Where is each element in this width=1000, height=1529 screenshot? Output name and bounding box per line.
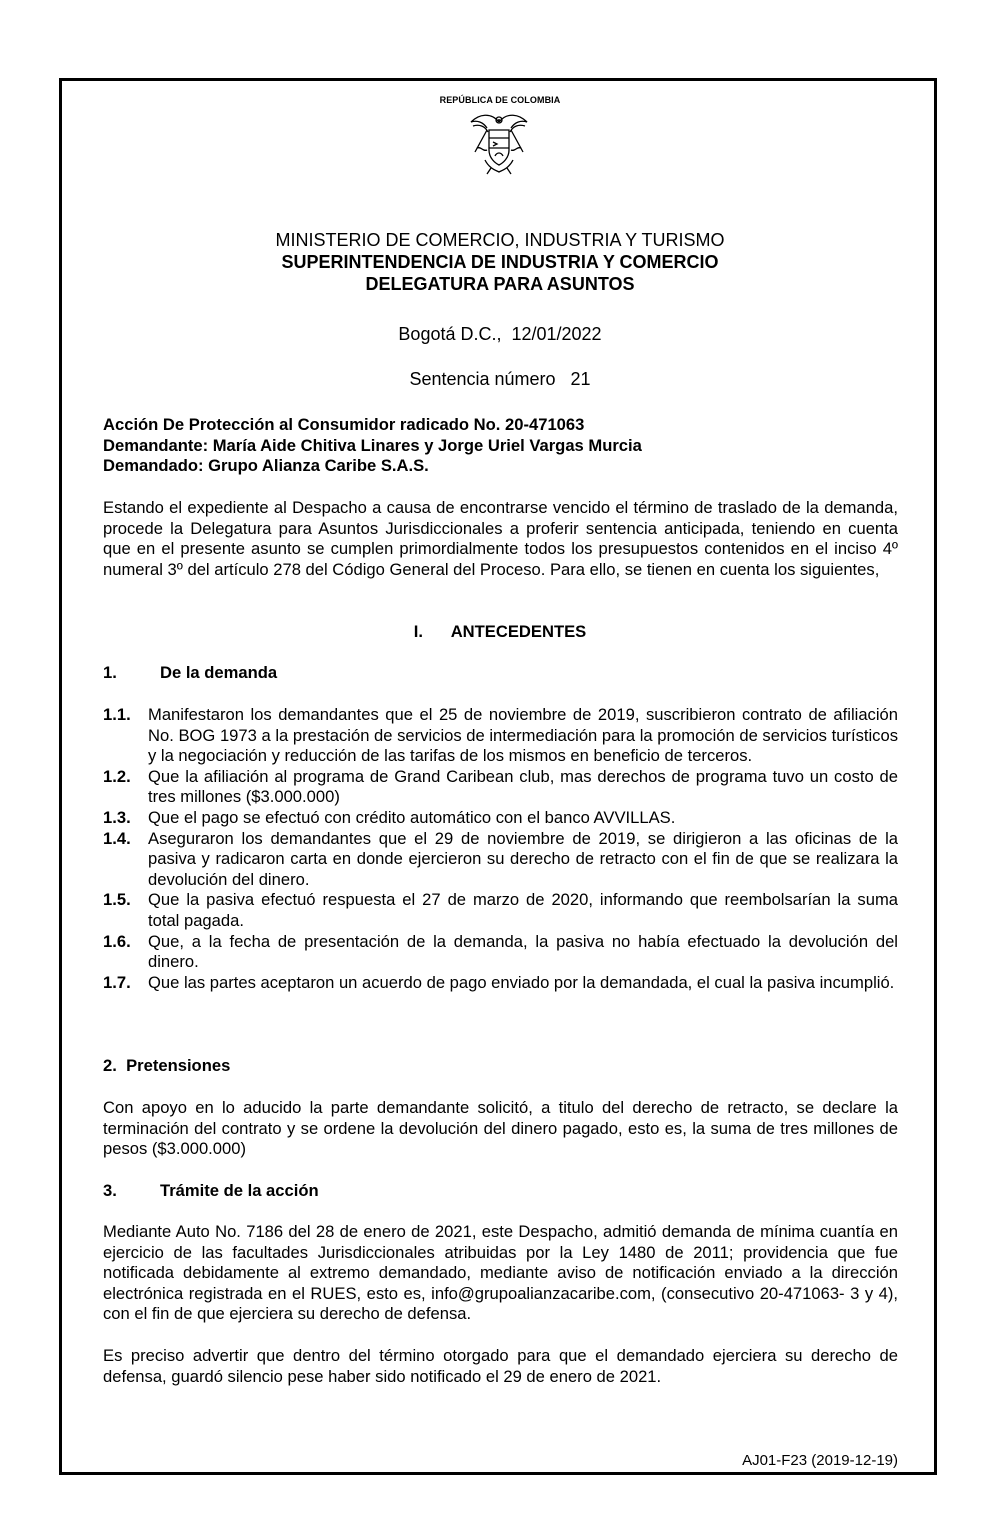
- subsection-demanda: [103, 663, 277, 683]
- item-number: 1.3.: [103, 807, 131, 827]
- item-number: 1.2.: [103, 766, 131, 786]
- subsection-label: Trámite de la acción: [160, 1181, 319, 1200]
- republic-label: REPÚBLICA DE COLOMBIA: [439, 95, 561, 105]
- section-label: ANTECEDENTES: [450, 622, 587, 641]
- item-text: Que la afiliación al programa de Grand Caribean club, mas derechos de programa tuvo un costo de tres millones ($3.000.000): [148, 766, 898, 807]
- item-number: 1.6.: [103, 931, 131, 951]
- item-number: 1.1.: [103, 705, 131, 724]
- item-number: 1.4.: [103, 828, 131, 848]
- list-item: [103, 932, 898, 973]
- tramite-paragraph: Mediante Auto No. 7186 del 28 de enero de 2021, este Despacho, admitió demanda de mínima cuantía en ejercicio de las facultades Jurisdiccionales atribuidas por la Ley 1480 de 2011; providencia que fue notificada debidamente al extremo demandado, mediante aviso de notificación enviado a la dirección electrónica registrada en el RUES, esto es, info@grupoalianzacaribe.com, (consecutivo 20-471063- 3 y 4), con el fin de que ejerciera su derecho de defensa.: [103, 1222, 898, 1324]
- subsection-tramite: [103, 1181, 319, 1201]
- delegation-title: DELEGATURA PARA ASUNTOS: [365, 274, 635, 294]
- item-text: Aseguraron los demandantes que el 29 de noviembre de 2019, se dirigieron a las oficinas de la pasiva y radicaron carta en donde ejercieron su derecho de retracto con el fin de que se realizara la devolución del dinero.: [148, 828, 898, 889]
- subsection-number: 3.: [103, 1181, 117, 1200]
- place-date: Bogotá D.C., 12/01/2022: [398, 324, 602, 344]
- facts-list: [103, 705, 898, 993]
- coat-of-arms-icon: [465, 108, 533, 178]
- ministry-title: MINISTERIO DE COMERCIO, INDUSTRIA Y TURISMO: [275, 230, 725, 250]
- form-code: AJ01-F23 (2019-12-19): [742, 1452, 898, 1469]
- case-defendant: Demandado: Grupo Alianza Caribe S.A.S.: [103, 456, 429, 476]
- section-number: I.: [413, 622, 424, 641]
- subsection-label: De la demanda: [160, 663, 278, 682]
- case-details: [103, 415, 898, 477]
- case-plaintiff: Demandante: María Aide Chitiva Linares y Jorge Uriel Vargas Murcia: [103, 435, 642, 455]
- intro-paragraph: Estando el expediente al Despacho a causa de encontrarse vencido el término de traslado de la demanda, procede la Delegatura para Asuntos Jurisdiccionales a proferir sentencia anticipada, teniendo en cuenta que en el presente asunto se cumplen primordialmente todos los presupuestos contenidos en el inciso 4º numeral 3º del artículo 278 del Código General del Proceso. Para ello, se tienen en cuenta los siguientes,: [103, 498, 898, 579]
- item-text: Que el pago se efectuó con crédito automático con el banco AVVILLAS.: [148, 807, 676, 827]
- section-antecedentes: [0, 622, 1000, 642]
- subsection-label: Pretensiones: [126, 1056, 231, 1075]
- item-text: Que la pasiva efectuó respuesta el 27 de marzo de 2020, informando que reembolsarían la suma total pagada.: [148, 890, 898, 930]
- list-item: [103, 890, 898, 931]
- list-item: [103, 767, 898, 808]
- superintendency-title: SUPERINTENDENCIA DE INDUSTRIA Y COMERCIO: [281, 252, 719, 272]
- item-text: Que las partes aceptaron un acuerdo de pago enviado por la demandada, el cual la pasiva incumplió.: [148, 972, 895, 992]
- subsection-number: 1.: [103, 663, 117, 682]
- list-item: [103, 705, 898, 767]
- case-action: Acción De Protección al Consumidor radicado No. 20-471063: [103, 415, 585, 434]
- item-number: 1.5.: [103, 890, 131, 910]
- item-text: Manifestaron los demandantes que el 25 de noviembre de 2019, suscribieron contrato de afiliación No. BOG 1973 a la prestación de servicios de intermediación para la promoción de servicios turísticos y la negociación y reducción de las tarifas de los mismos en beneficio de terceros.: [148, 705, 898, 766]
- item-number: 1.7.: [103, 972, 131, 992]
- item-text: Que, a la fecha de presentación de la demanda, la pasiva no había efectuado la devolución del dinero.: [148, 931, 898, 972]
- subsection-pretensiones: [103, 1056, 230, 1076]
- list-item: [103, 808, 898, 829]
- list-item: [103, 829, 898, 891]
- list-item: [103, 973, 898, 994]
- subsection-number: 2.: [103, 1056, 117, 1075]
- advertencia-paragraph: Es preciso advertir que dentro del término otorgado para que el demandado ejerciera su derecho de defensa, guardó silencio pese haber sido notificado el 29 de enero de 2021.: [103, 1346, 898, 1386]
- pretensiones-paragraph: Con apoyo en lo aducido la parte demandante solicitó, a titulo del derecho de retracto, se declare la terminación del contrato y se ordene la devolución del dinero pagado, esto es, la suma de tres millones de pesos ($3.000.000): [103, 1098, 898, 1159]
- sentence-number: Sentencia número 21: [409, 369, 591, 389]
